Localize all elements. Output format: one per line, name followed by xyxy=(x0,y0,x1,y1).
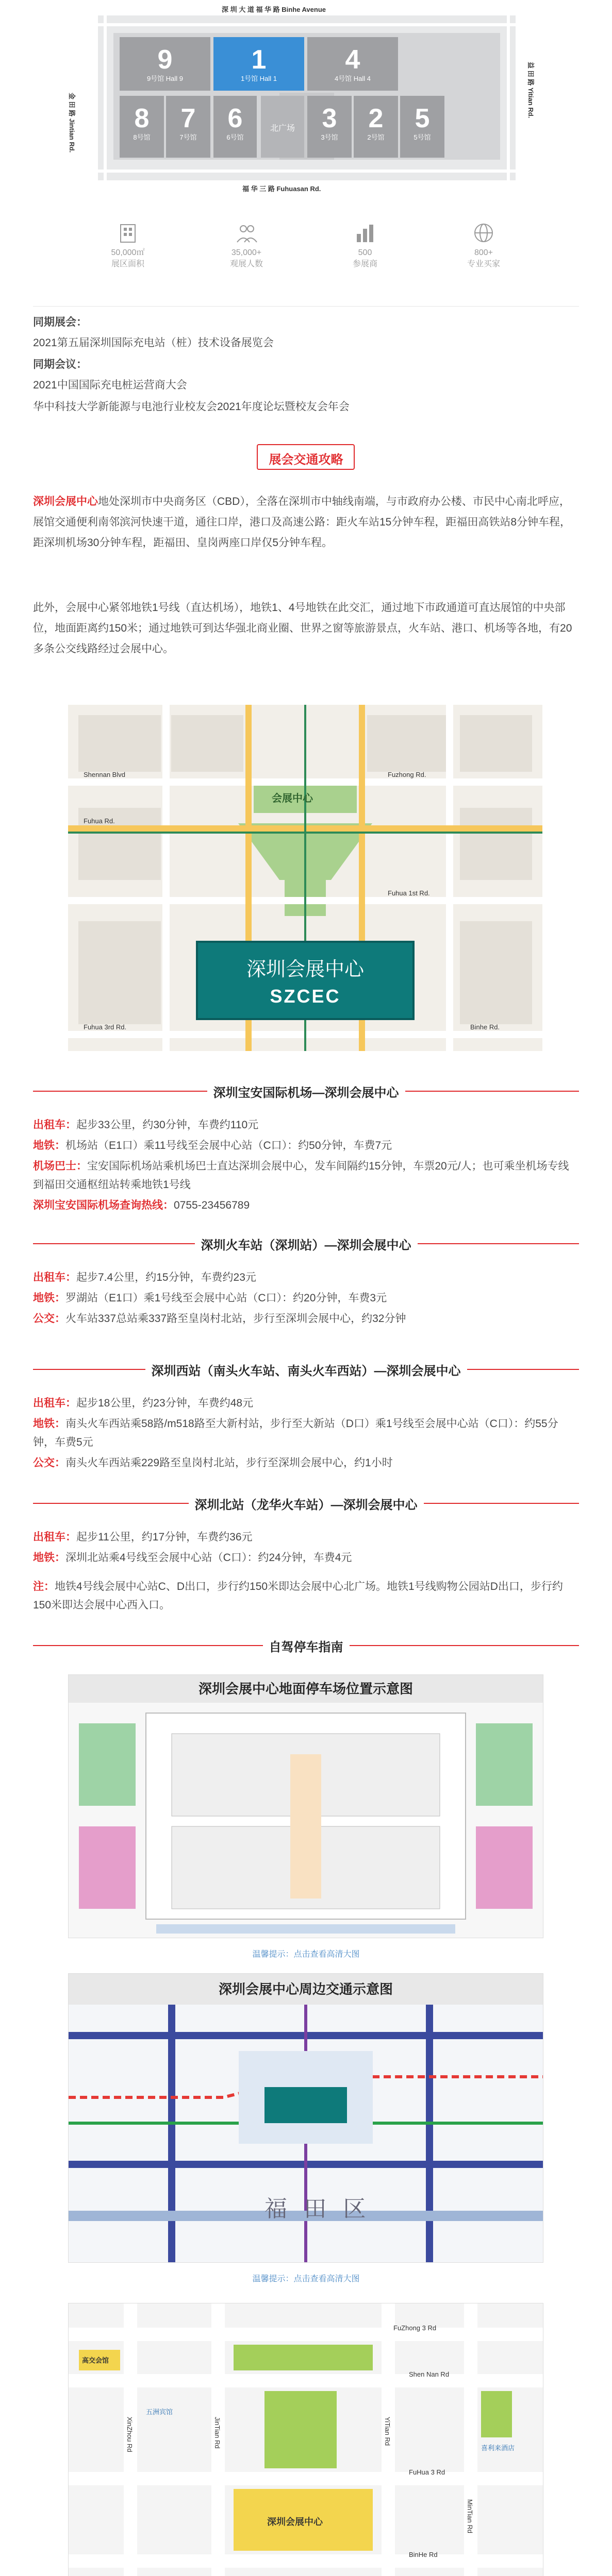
road-label: BinHe Rd xyxy=(409,2551,438,2558)
road-label: XinZhou Rd xyxy=(126,2417,134,2452)
route-line-label: 出租车： xyxy=(33,1531,76,1543)
same-period-exhibition: 2021第五届深圳国际充电站（桩）技术设备展览会 xyxy=(33,337,274,349)
intro-paragraph-2: 此外，会展中心紧邻地铁1号线（直达机场），地铁1、4号地铁在此交汇，通过地下市政通道可直达展馆的中央部位，地面距离约150米；通过地铁可到达华强北商业圈、世界之窗等旅游景点，火车站、港口、机场等各地，有20多条公交线路经过会展中心。 xyxy=(33,602,572,655)
map1-logo-en: SZCEC xyxy=(270,986,341,1007)
route-line xyxy=(33,1549,580,1567)
route-line-text: 起步11公里，约17分钟，车费约36元 xyxy=(76,1531,253,1543)
route-line xyxy=(33,1578,580,1615)
route-title-west: 深圳西站（南头火车站、南头火车西站）—深圳会展中心 xyxy=(145,1361,467,1379)
route-line-label: 公交： xyxy=(33,1457,65,1469)
map1-center-label: 会展中心 xyxy=(272,793,313,804)
route-line-text: 0755-23456789 xyxy=(174,1199,250,1211)
map1-road-label: Fuzhong Rd. xyxy=(388,771,426,778)
hall-7[interactable] xyxy=(166,96,210,158)
hall-label: 8号馆 xyxy=(133,133,151,141)
traffic-map-caption[interactable]: 温馨提示：点击查看高清大图 xyxy=(252,2275,360,2283)
intro-lead: 深圳会展中心 xyxy=(33,496,98,507)
transport-title: 展会交通攻略 xyxy=(269,453,343,467)
road-label: FuHua 3 Rd xyxy=(409,2468,445,2476)
parking-map-caption[interactable]: 温馨提示：点击查看高清大图 xyxy=(252,1950,360,1959)
plaza-label: 北广场 xyxy=(270,124,295,133)
route-line xyxy=(33,1137,580,1155)
traffic-map[interactable] xyxy=(68,1973,543,2263)
route-line-text: 机场站（E1口）乘11号线至会展中心站（C口）：约50分钟，车费7元 xyxy=(65,1140,392,1151)
route-line xyxy=(33,1289,580,1308)
place-label: 高交会馆 xyxy=(82,2357,109,2364)
hall-number: 9 xyxy=(157,45,173,75)
hall-number: 2 xyxy=(368,104,384,133)
place-label: 喜利来酒店 xyxy=(481,2444,515,2452)
road-label: FuZhong 3 Rd xyxy=(393,2324,437,2332)
route-title-airport: 深圳宝安国际机场—深圳会展中心 xyxy=(207,1082,405,1100)
transport-title-block xyxy=(0,442,612,473)
hall-label: 2号馆 xyxy=(367,133,385,141)
same-period-exhibition-label: 同期展会： xyxy=(33,316,87,328)
route-line-label: 出租车： xyxy=(33,1397,76,1409)
map1-road-label: Shennan Blvd xyxy=(84,771,125,778)
stat-value: 50,000㎡ xyxy=(111,248,145,257)
road-label: JinTian Rd xyxy=(213,2417,221,2449)
hall-label: 5号馆 xyxy=(413,133,431,141)
stat-value: 35,000+ xyxy=(231,248,262,257)
route-line-label: 机场巴士： xyxy=(33,1160,87,1172)
route-line-label: 注： xyxy=(33,1581,55,1592)
hall-8[interactable] xyxy=(120,96,164,158)
road-label: YiTian Rd xyxy=(384,2417,391,2446)
hall-4[interactable] xyxy=(307,37,398,91)
stat-exhibitors xyxy=(324,222,406,270)
route-line xyxy=(33,1415,580,1452)
stat-label: 参展商 xyxy=(352,260,377,268)
hall-label: 7号馆 xyxy=(179,133,197,141)
hall-number: 5 xyxy=(415,104,430,133)
route-line xyxy=(33,1196,580,1215)
hall-number: 3 xyxy=(322,104,337,133)
location-map[interactable] xyxy=(68,705,542,1051)
intro-paragraph-1 xyxy=(33,492,580,553)
route-line-text: 地铁4号线会展中心站C、D出口，步行约150米即达会展中心北广场。地铁1号线购物公园站D出口，步行约150米即达会展中心西入口。 xyxy=(33,1581,563,1611)
hall-number: 6 xyxy=(227,104,243,133)
stats-row xyxy=(0,222,612,294)
route-line-text: 南头火车西站乘229路至皇岗村北站，步行至深圳会展中心，约1小时 xyxy=(65,1457,393,1469)
route-line-text: 火车站337总站乘337路至皇岗村北站，步行至深圳会展中心，约32分钟 xyxy=(65,1313,406,1325)
route-line xyxy=(33,1394,580,1413)
map1-road-label: Fuhua 1st Rd. xyxy=(388,889,430,897)
people-icon xyxy=(235,222,258,244)
hall-number: 1 xyxy=(251,45,267,75)
route-line-label: 地铁： xyxy=(33,1418,65,1430)
map1-road-label: Fuhua 3rd Rd. xyxy=(84,1023,127,1031)
route-line-text: 南头火车西站乘58路/m518路至大新村站，步行至大新站（D口）乘1号线至会展中心站（C口）：约55分钟，车费5元 xyxy=(33,1418,558,1448)
route-line xyxy=(33,1157,580,1194)
route-line-text: 深圳北站乘4号线至会展中心站（C口）：约24分钟，车费4元 xyxy=(65,1552,352,1564)
route-line xyxy=(33,1454,580,1472)
route-line-label: 地铁： xyxy=(33,1292,65,1304)
parking-map-graphic xyxy=(69,1703,543,1938)
bottom-road-label: 福 华 三 路 Fuhuasan Rd. xyxy=(242,185,321,193)
route-line-text: 起步18公里，约23分钟，车费约48元 xyxy=(76,1397,254,1409)
place-label: 深圳会展中心 xyxy=(267,2517,323,2527)
hall-label: 6号馆 xyxy=(226,133,244,141)
route-line-label: 地铁： xyxy=(33,1552,65,1564)
hall-number: 8 xyxy=(134,104,150,133)
route-line xyxy=(33,1528,580,1547)
stat-buyers xyxy=(442,222,525,270)
top-road-label: 深 圳 大 道 福 华 路 Binhe Avenue xyxy=(222,6,326,13)
map1-logo: 深圳会展中心 xyxy=(246,958,364,980)
route-line-label: 地铁： xyxy=(33,1140,65,1151)
place-label: 五洲宾馆 xyxy=(146,2408,173,2416)
route-line-text: 罗湖站（E1口）乘1号线至会展中心站（C口）：约20分钟，车费3元 xyxy=(65,1292,387,1304)
road-label: MinTian Rd xyxy=(466,2499,474,2533)
globe-icon xyxy=(472,222,495,244)
stat-area xyxy=(87,222,169,270)
hall-label: 9号馆 Hall 9 xyxy=(146,75,184,82)
hall-6[interactable] xyxy=(213,96,257,158)
hall-number: 7 xyxy=(180,104,196,133)
route-line xyxy=(33,1310,580,1328)
road-map[interactable] xyxy=(68,2303,543,2576)
hall-label: 1号馆 Hall 1 xyxy=(240,75,277,82)
hall-number: 4 xyxy=(345,45,360,75)
hall-3[interactable] xyxy=(307,96,352,158)
hall-2[interactable] xyxy=(354,96,398,158)
map1-road-label: Binhe Rd. xyxy=(470,1023,500,1031)
map1-road-label: Fuhua Rd. xyxy=(84,817,115,825)
stat-value: 800+ xyxy=(474,248,493,257)
north-plaza xyxy=(261,96,304,158)
right-road-label: 益 田 路 Yitian Rd. xyxy=(527,62,535,118)
route-line-text: 起步7.4公里，约15分钟，车费约23元 xyxy=(76,1272,256,1283)
road-map-graphic xyxy=(69,2303,543,2576)
parking-guide-title: 自驾停车指南 xyxy=(263,1637,350,1655)
stat-visitors xyxy=(205,222,288,270)
hall-label: 3号馆 xyxy=(321,133,338,141)
parking-map-title: 深圳会展中心地面停车场位置示意图 xyxy=(69,1675,543,1703)
hall-1[interactable] xyxy=(213,37,304,91)
route-line-label: 出租车： xyxy=(33,1272,76,1283)
divider xyxy=(33,306,579,307)
route-title-railway: 深圳火车站（深圳站）—深圳会展中心 xyxy=(195,1235,418,1253)
same-period-meeting-label: 同期会议： xyxy=(33,359,87,370)
traffic-map-district: 福 田 区 xyxy=(264,2196,371,2222)
route-title-north: 深圳北站（龙华火车站）—深圳会展中心 xyxy=(189,1495,424,1513)
parking-map[interactable] xyxy=(68,1674,543,1938)
left-road-label: 金 田 路 Jintian Rd. xyxy=(68,93,76,153)
traffic-map-graphic xyxy=(69,2005,543,2262)
route-line-text: 宝安国际机场站乘机场巴士直达深圳会展中心，发车间隔约15分钟，车票20元/人；也可乘坐机场专线到福田交通枢纽站转乘地铁1号线 xyxy=(33,1160,569,1191)
bar-chart-icon xyxy=(354,222,376,244)
building-icon xyxy=(117,222,139,244)
meeting-2: 华中科技大学新能源与电池行业校友会2021年度论坛暨校友会年会 xyxy=(33,401,350,413)
route-line xyxy=(33,1268,580,1287)
route-line xyxy=(33,1116,580,1134)
stat-label: 专业买家 xyxy=(467,260,500,268)
hall-label: 4号馆 Hall 4 xyxy=(334,75,371,82)
route-line-label: 深圳宝安国际机场查询热线： xyxy=(33,1199,174,1211)
meeting-1: 2021中国国际充电桩运营商大会 xyxy=(33,379,187,391)
floorplan-section xyxy=(0,0,612,196)
stat-label: 展区面积 xyxy=(111,260,144,268)
hall-9[interactable] xyxy=(120,37,210,91)
hall-5[interactable] xyxy=(400,96,444,158)
road-label: Shen Nan Rd xyxy=(409,2370,450,2378)
traffic-map-title: 深圳会展中心周边交通示意图 xyxy=(69,1974,543,2005)
route-line-label: 出租车： xyxy=(33,1119,76,1131)
stat-label: 观展人数 xyxy=(229,260,263,268)
route-line-label: 公交： xyxy=(33,1313,65,1325)
route-line-text: 起步33公里，约30分钟，车费约110元 xyxy=(76,1119,259,1131)
stat-value: 500 xyxy=(358,248,372,257)
intro-text: 地处深圳市中央商务区（CBD），全落在深圳市中轴线南端，与市政府办公楼、市民中心南北呼应，展馆交通便利南邻滨河快速干道，通往口岸，港口及高速公路：距火车站15分钟车程，距福田高铁站8分钟车程，距深圳机场30分钟车程，距福田、皇岗两座口岸仅5分钟车程。 xyxy=(33,496,571,549)
